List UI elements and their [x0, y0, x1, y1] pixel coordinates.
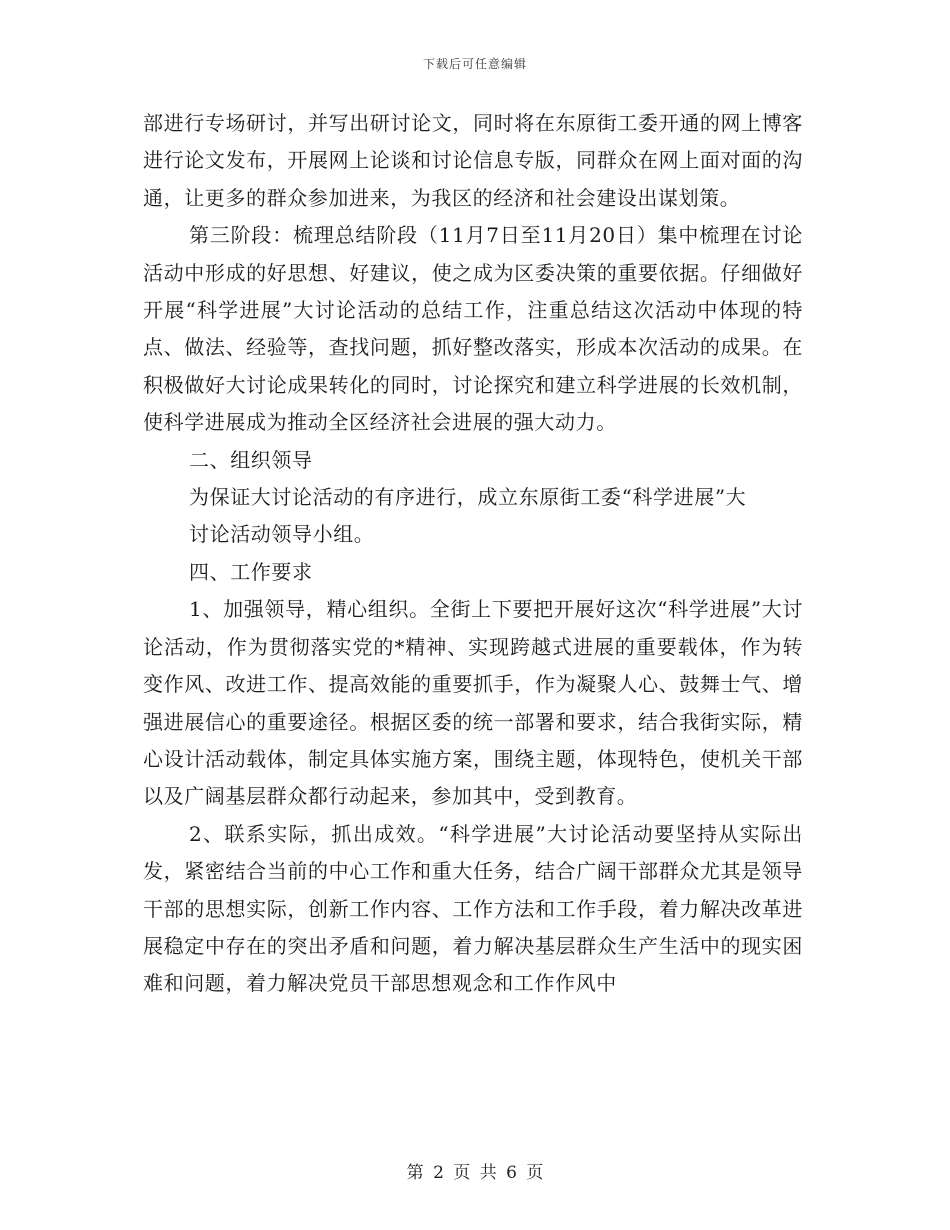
paragraph-continuation: 部进行专场研讨，并写出研讨论文，同时将在东原街工委开通的网上博客进行论文发布，开展网上论谈和讨论信息专版，同群众在网上面对面的沟通，让更多的群众参加进来，为我区的经济和社会建设出谋划策。 — [143, 111, 803, 210]
page-number-footer: 第 2 页 共 6 页 — [406, 1163, 544, 1183]
section-heading-requirements: 四、工作要求 — [189, 559, 313, 584]
document-body — [143, 105, 803, 1003]
paragraph-leadership-group: 为保证大讨论活动的有序进行，成立东原街工委“科学进展”大讨论活动领导小组。 — [189, 485, 747, 547]
paragraph-stage-three: 第三阶段：梳理总结阶段（11月7日至11月20日）集中梳理在讨论活动中形成的好思想、好建议，使之成为区委决策的重要依据。仔细做好开展“科学进展”大讨论活动的总结工作，注重总结这次活动中体现的特点、做法、经验等，查找问题，抓好整改落实，形成本次活动的成果。在积极做好大讨论成果转化的同时，讨论探究和建立科学进展的长效机制，使科学进展成为推动全区经济社会进展的强大动力。 — [143, 223, 803, 435]
paragraph-requirement-1: 1、加强领导，精心组织。全街上下要把开展好这次“科学进展”大讨论活动，作为贯彻落实党的*精神、实现跨越式进展的重要载体，作为转变作风、改进工作、提高效能的重要抓手，作为凝聚人心、鼓舞士气、增强进展信心的重要途径。根据区委的统一部署和要求，结合我街实际，精心设计活动载体，制定具体实施方案，围绕主题，体现特色，使机关干部以及广阔基层群众都行动起来，参加其中，受到教育。 — [143, 597, 803, 809]
section-heading-organization: 二、组织领导 — [189, 447, 313, 472]
page-header-note: 下载后可任意编辑 — [422, 57, 527, 71]
paragraph-requirement-2: 2、联系实际，抓出成效。“科学进展”大讨论活动要坚持从实际出发，紧密结合当前的中心工作和重大任务，结合广阔干部群众尤其是领导干部的思想实际，创新工作内容、工作方法和工作手段，着力解决改革进展稳定中存在的突出矛盾和问题，着力解决基层群众生产生活中的现实困难和问题，着力解决党员干部思想观念和工作作风中 — [143, 821, 803, 996]
